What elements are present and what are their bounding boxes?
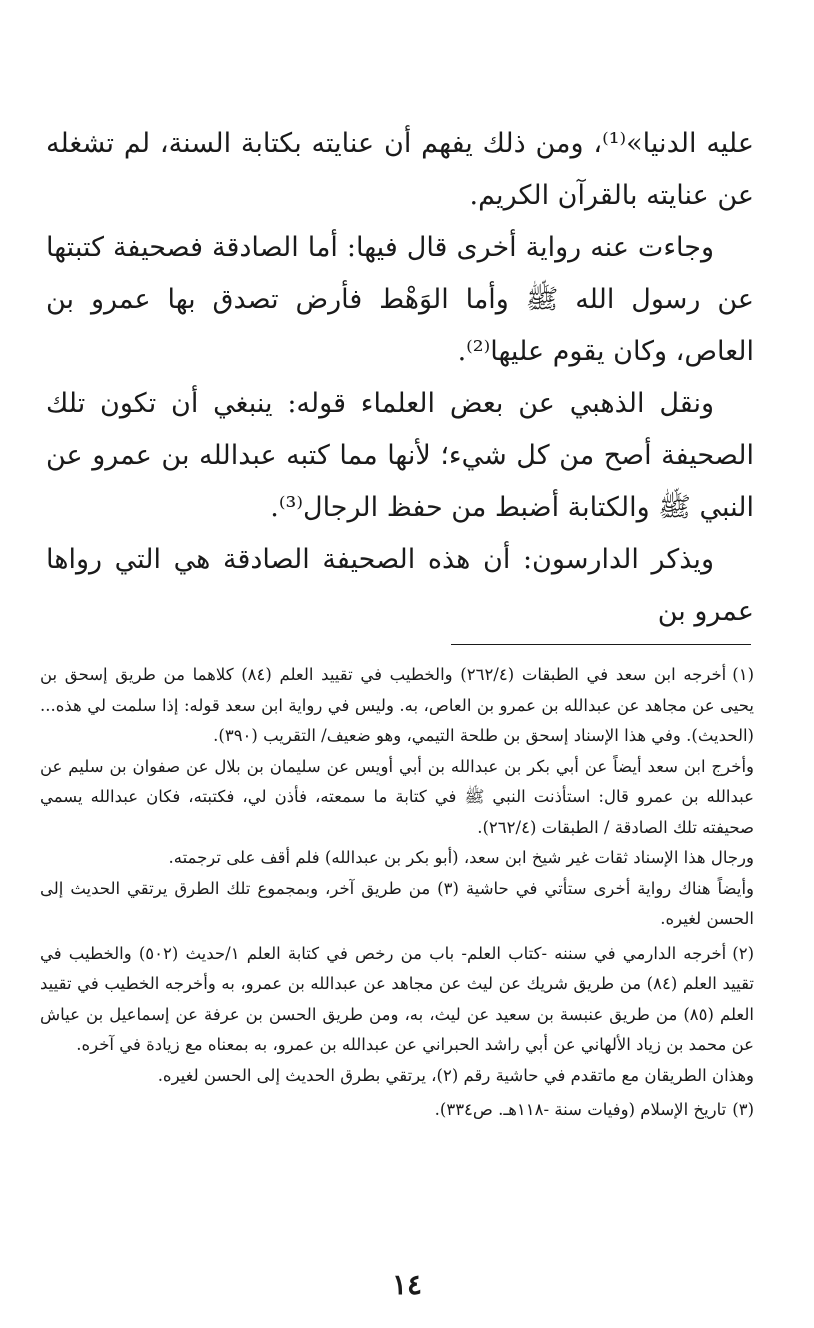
footnote-text: وهذان الطريقان مع ماتقدم في حاشية رقم (٢)، يرتقي بطرق الحديث إلى الحسن لغيره. <box>157 1065 754 1085</box>
paragraph-4: ويذكر الدارسون: أن هذه الصحيفة الصادقة هي التي رواها عمرو بن <box>46 544 754 627</box>
main-text <box>46 118 754 638</box>
footnote-text: أخرجه الدارمي في سننه -كتاب العلم- باب من رخص في كتابة العلم ١/حديث (٥٠٢) والخطيب في تقييد العلم (٨٤) من طريق شريك عن ليث عن مجاهد عن عبدالله بن عمرو، به وأخرجه الخطيب في تقييد العلم (٨٥) من طريق عنبسة بن سعيد عن ليث، به، ومن طريق الحسن بن عرفة عن إسماعيل بن عياش عن محمد بن زياد الألهاني عن أبي راشد الحبراني عن عبدالله بن عمرو، به بمعناه مع زيادة في آخره. <box>40 943 755 1054</box>
footnote-number: (٣) <box>732 1100 754 1119</box>
footnote-text: وأيضاً هناك رواية أخرى ستأتي في حاشية (٣) من طريق آخر، وبمجموع تلك الطرق يرتقي الحديث إلى الحسن لغيره. <box>40 878 754 928</box>
footnotes <box>40 660 754 1130</box>
footnote-number: (٢) <box>732 943 754 963</box>
footnote-separator <box>451 644 751 645</box>
footnote-2 <box>40 939 754 1092</box>
footnote-text: ورجال هذا الإسناد ثقات غير شيخ ابن سعد، (أبو بكر بن عبدالله) فلم أقف على ترجمته. <box>168 848 754 867</box>
footnote-text: وأخرج ابن سعد أيضاً عن أبي بكر بن عبدالله بن أبي أويس عن سليمان بن بلال عن صفوان بن سليم عن عبدالله بن عمرو قال: استأذنت النبي ﷺ في كتابة ما سمعته، فأذن لي، فكتبته، فكان عبدالله يسمي صحيفته تلك الصادقة / الطبقات (٢٦٢/٤). <box>40 756 754 837</box>
paragraph-2: وجاءت عنه رواية أخرى قال فيها: أما الصادقة فصحيفة كتبتها عن رسول الله ﷺ وأما الوَهْط فأرض تصدق بها عمرو بن العاص، وكان يقوم عليها⁽²⁾. <box>46 232 754 367</box>
footnote-number: (١) <box>732 665 754 684</box>
footnote-1 <box>40 660 754 935</box>
paragraph-1: عليه الدنيا»⁽¹⁾، ومن ذلك يفهم أن عنايته بكتابة السنة، لم تشغله عن عنايته بالقرآن الكريم. <box>46 128 754 211</box>
footnote-text: تاريخ الإسلام (وفيات سنة -١١٨هـ. ص٣٣٤). <box>434 1100 727 1119</box>
page-number: ١٤ <box>391 1268 423 1301</box>
paragraph-3: ونقل الذهبي عن بعض العلماء قوله: ينبغي أن تكون تلك الصحيفة أصح من كل شيء؛ لأنها مما كتبه عبدالله بن عمرو عن النبي ﷺ والكتابة أضبط من حفظ الرجال⁽³⁾. <box>46 388 754 523</box>
footnote-3 <box>40 1095 754 1126</box>
footnote-text: أخرجه ابن سعد في الطبقات (٢٦٢/٤) والخطيب في تقييد العلم (٨٤) كلاهما من طريق إسحق بن يحيى عن مجاهد عن عبدالله بن عمرو بن العاص، به. وليس في رواية ابن سعد قوله: إذا سلمت لي هذه...(الحديث). وفي هذا الإسناد إسحق بن طلحة التيمي، وهو ضعيف/ التقريب (٣٩٠). <box>40 665 754 745</box>
